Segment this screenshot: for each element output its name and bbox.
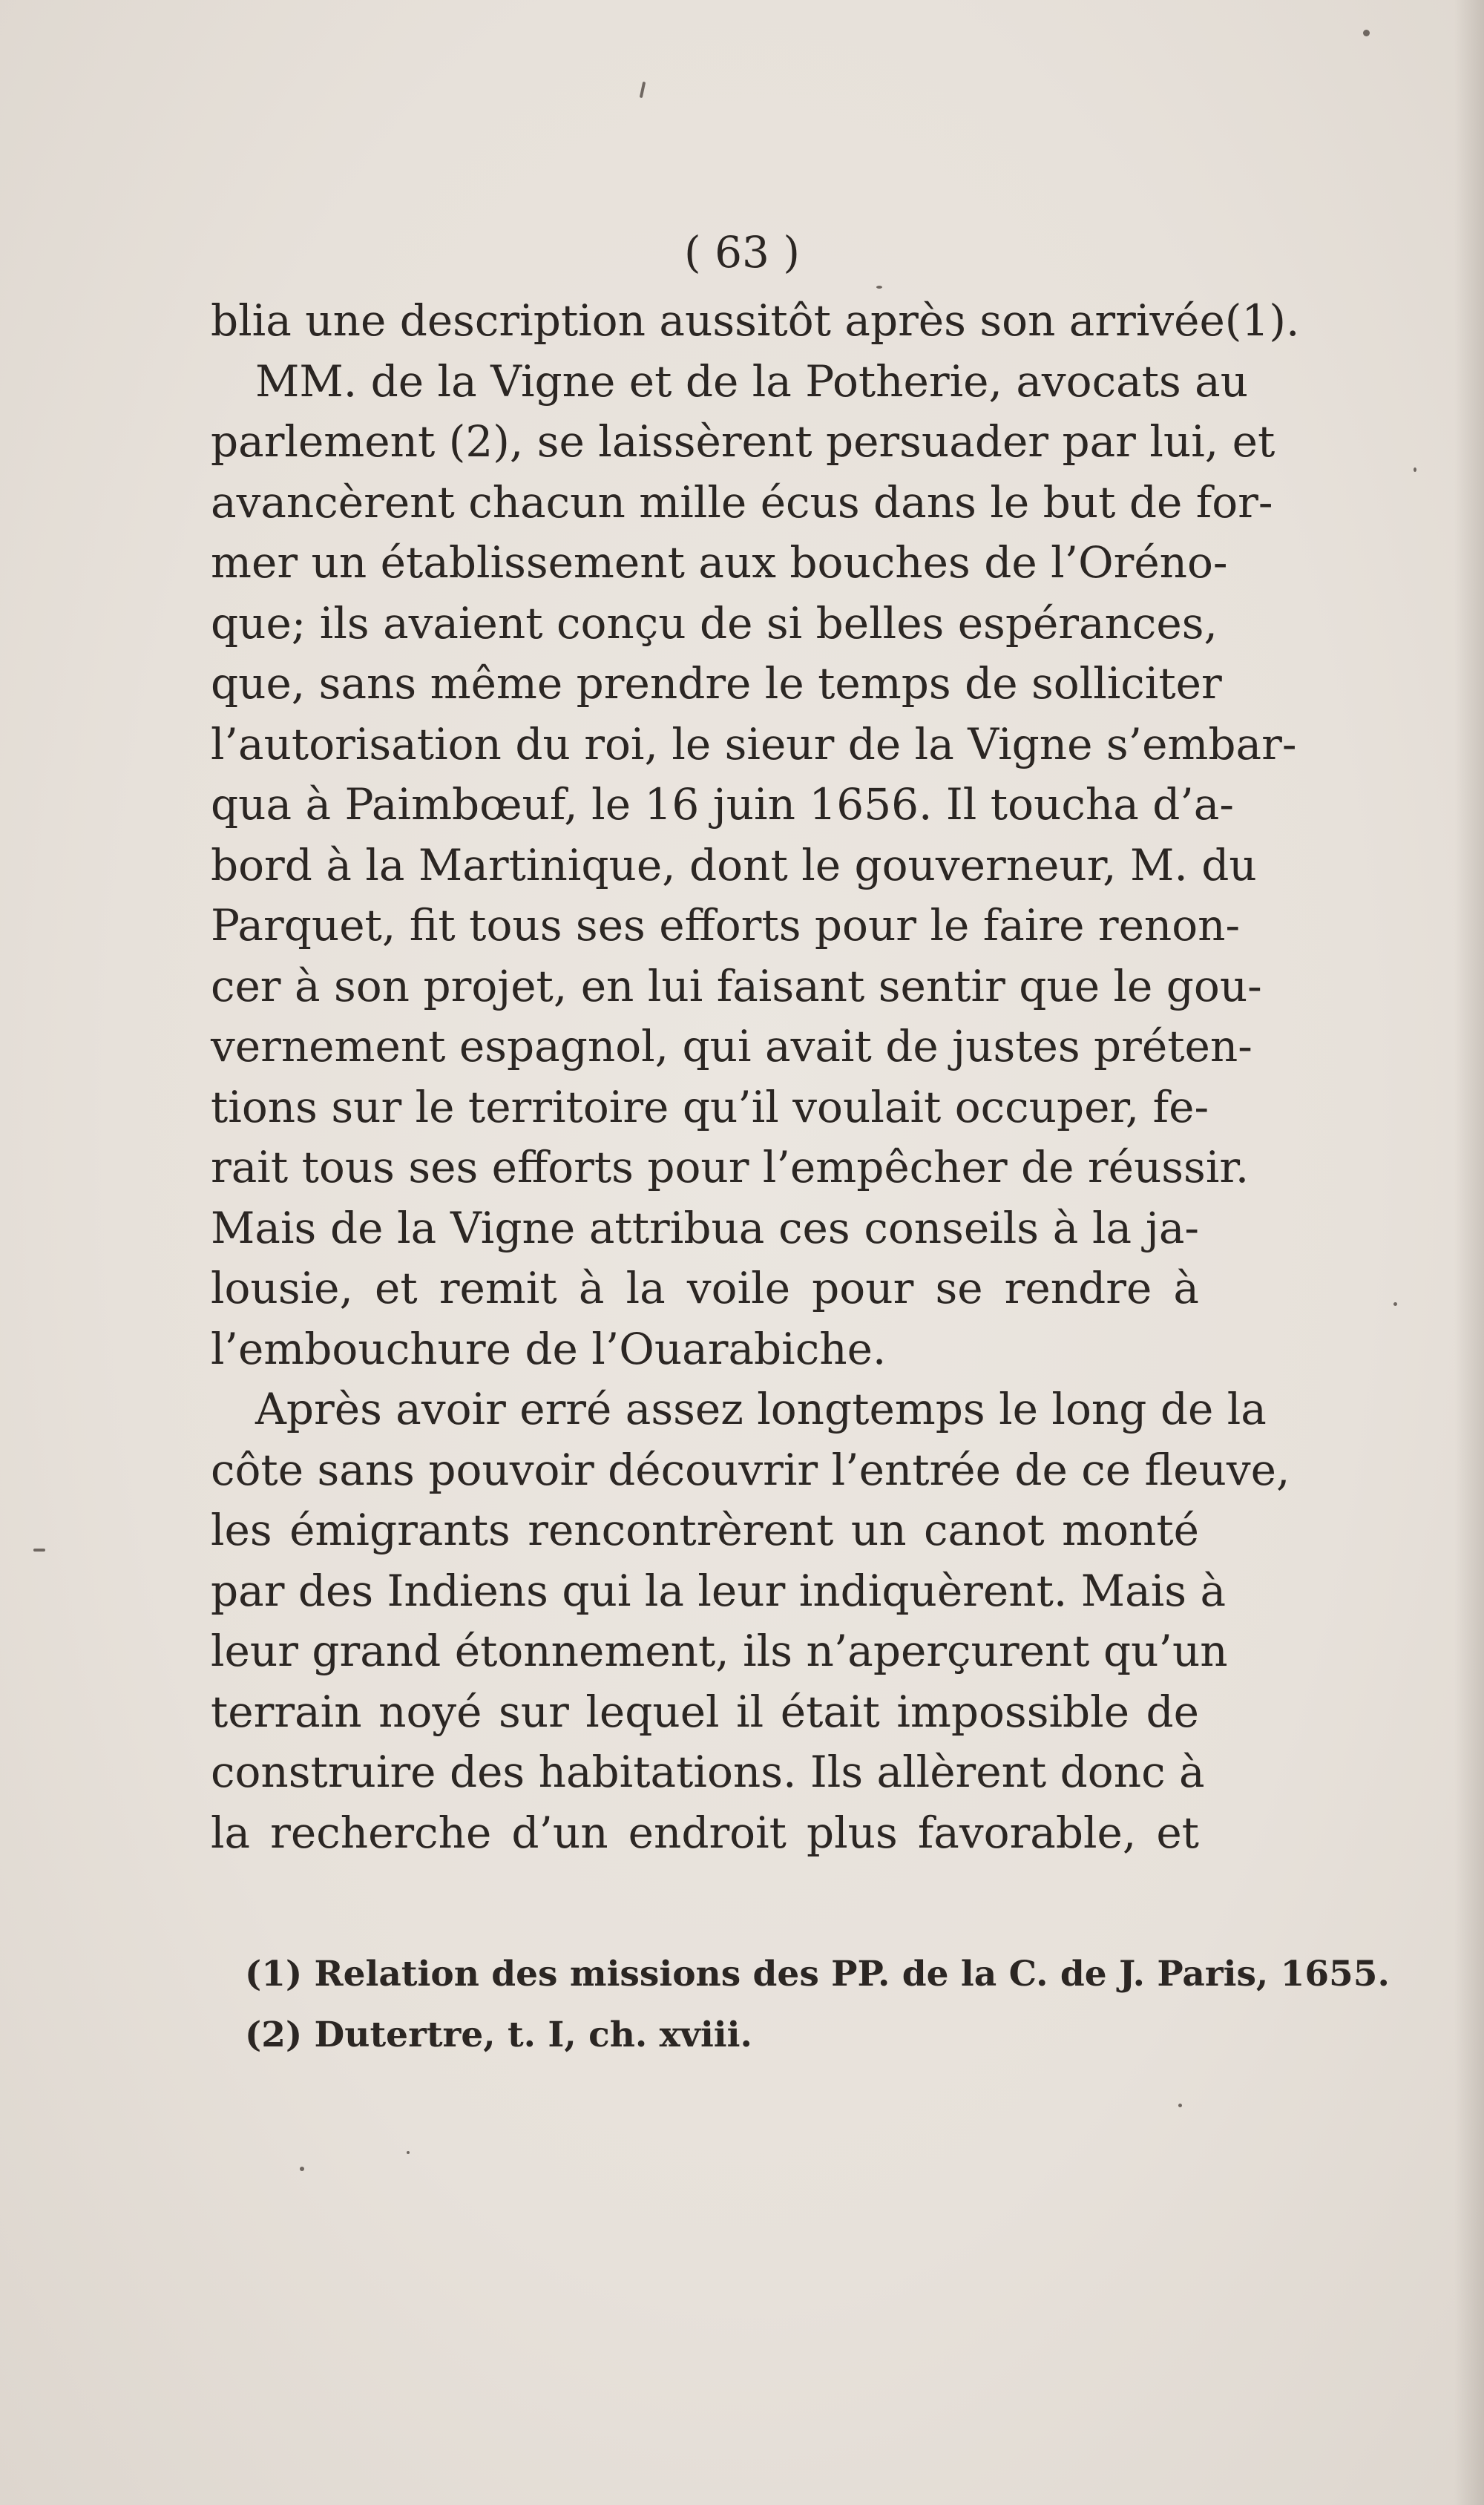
paper-speck bbox=[33, 1549, 45, 1552]
paper-speck bbox=[1414, 467, 1416, 472]
text-line: la recherche d’un endroit plus favorable, et bbox=[211, 1807, 1199, 1858]
text-line: tions sur le territoire qu’il voulait occuper, fe- bbox=[211, 1081, 1209, 1132]
paper-speck bbox=[1363, 30, 1370, 36]
text-line: parlement (2), se laissèrent persuader par lui, et bbox=[211, 416, 1275, 467]
paper-speck bbox=[640, 82, 646, 98]
footnote-2: (2) Dutertre, t. I, ch. xviii. bbox=[245, 2015, 752, 2055]
text-line: rait tous ses efforts pour l’empêcher de réussir. bbox=[211, 1142, 1250, 1192]
text-line: que, sans même prendre le temps de solliciter bbox=[211, 658, 1222, 709]
text-line: MM. de la Vigne et de la Potherie, avocats au bbox=[255, 355, 1249, 407]
text-line: mer un établissement aux bouches de l’Oréno- bbox=[211, 537, 1228, 588]
text-line: l’embouchure de l’Ouarabiche. bbox=[211, 1323, 887, 1374]
text-line: côte sans pouvoir découvrir l’entrée de ce fleuve, bbox=[211, 1444, 1290, 1495]
text-line: Parquet, fit tous ses efforts pour le faire renon- bbox=[211, 900, 1241, 951]
text-line: l’autorisation du roi, le sieur de la Vigne s’embar- bbox=[211, 718, 1297, 769]
text-line: que; ils avaient conçu de si belles espérances, bbox=[211, 597, 1218, 649]
paper-speck bbox=[876, 286, 882, 289]
page-edge-shadow bbox=[1454, 0, 1484, 2505]
text-line: terrain noyé sur lequel il était impossible de bbox=[211, 1686, 1199, 1737]
page-number: ( 63 ) bbox=[684, 227, 800, 278]
text-line: blia une description aussitôt après son arrivée(1). bbox=[211, 295, 1300, 346]
footnote-1: (1) Relation des missions des PP. de la C. de J. Paris, 1655. bbox=[245, 1954, 1390, 1995]
paper-speck bbox=[1178, 2104, 1182, 2107]
text-line: leur grand étonnement, ils n’aperçurent qu’un bbox=[211, 1626, 1228, 1676]
main-text bbox=[211, 291, 1300, 1863]
text-line: lousie, et remit à la voile pour se rendre à bbox=[211, 1263, 1199, 1313]
text-line: les émigrants rencontrèrent un canot monté bbox=[211, 1505, 1199, 1555]
text-line: qua à Paimbœuf, le 16 juin 1656. Il toucha d’a- bbox=[211, 779, 1234, 830]
text-line: avancèrent chacun mille écus dans le but de for- bbox=[211, 476, 1273, 528]
text-line: cer à son projet, en lui faisant sentir que le gou- bbox=[211, 960, 1262, 1011]
text-line: Mais de la Vigne attribua ces conseils à la ja- bbox=[211, 1202, 1199, 1253]
text-line: Après avoir erré assez longtemps le long de la bbox=[255, 1384, 1267, 1434]
text-line: construire des habitations. Ils allèrent donc à bbox=[211, 1747, 1205, 1797]
footnotes bbox=[245, 1944, 1390, 2066]
paper-speck bbox=[407, 2151, 410, 2154]
text-line: vernement espagnol, qui avait de justes préten- bbox=[211, 1021, 1252, 1071]
paper-speck bbox=[1393, 1302, 1397, 1306]
text-line: par des Indiens qui la leur indiquèrent. Mais à bbox=[211, 1565, 1227, 1616]
text-line: bord à la Martinique, dont le gouverneur, M. du bbox=[211, 839, 1257, 890]
paper-speck bbox=[300, 2167, 304, 2171]
